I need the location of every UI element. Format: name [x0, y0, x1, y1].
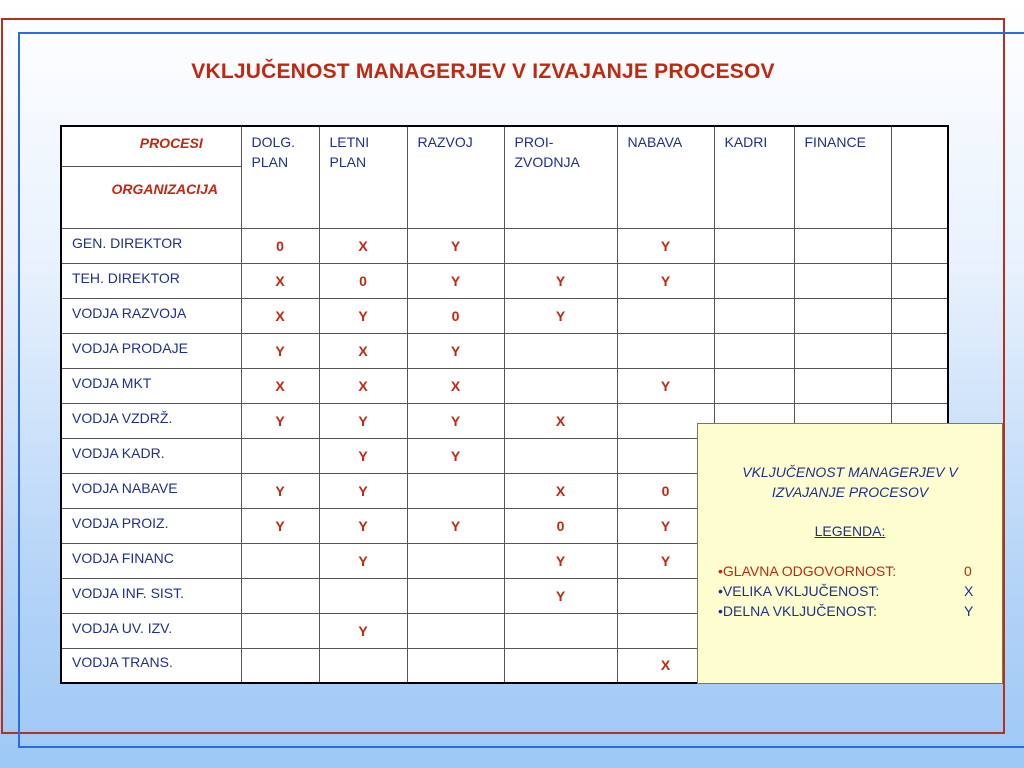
table-cell: Y	[241, 333, 319, 368]
column-header-line: PLAN	[251, 154, 289, 170]
legend-title-line1: VKLJUČENOST MANAGERJEV V	[742, 464, 958, 480]
table-row	[61, 228, 948, 263]
legend-list	[698, 561, 1002, 621]
table-cell: Y	[319, 298, 407, 333]
corner-organizacija: ORGANIZACIJA	[111, 181, 219, 197]
corner-cell	[61, 126, 241, 228]
header-row	[61, 126, 948, 228]
table-cell	[794, 228, 891, 263]
table-cell	[891, 298, 948, 333]
table-cell	[319, 648, 407, 683]
table-cell: X	[241, 263, 319, 298]
table-cell	[714, 333, 794, 368]
legend-box	[697, 423, 1003, 684]
table-cell	[504, 228, 617, 263]
column-header	[407, 126, 504, 228]
table-cell: 0	[504, 508, 617, 543]
table-cell	[407, 578, 504, 613]
table-cell	[504, 333, 617, 368]
column-header-line: DOLG.	[251, 134, 296, 150]
table-cell: Y	[617, 228, 714, 263]
table-cell	[504, 648, 617, 683]
table-cell: Y	[319, 403, 407, 438]
table-cell	[407, 543, 504, 578]
corner-procesi: PROCESI	[62, 127, 241, 167]
table-cell: Y	[319, 508, 407, 543]
row-label: VODJA TRANS.	[61, 648, 241, 683]
table-cell: X	[319, 368, 407, 403]
table-cell	[794, 368, 891, 403]
table-cell: 0	[617, 473, 714, 508]
legend-item-code: Y	[964, 603, 974, 619]
table-cell	[504, 368, 617, 403]
legend-title	[698, 462, 1002, 502]
column-header	[714, 126, 794, 228]
row-label: VODJA UV. IZV.	[61, 613, 241, 648]
table-cell	[714, 368, 794, 403]
table-cell: Y	[319, 438, 407, 473]
table-cell	[714, 228, 794, 263]
table-cell	[241, 613, 319, 648]
column-header-line: RAZVOJ	[417, 134, 473, 150]
column-header-line: NABAVA	[627, 134, 683, 150]
table-cell: Y	[407, 403, 504, 438]
column-header	[241, 126, 319, 228]
row-label: VODJA PRODAJE	[61, 333, 241, 368]
table-cell: Y	[617, 508, 714, 543]
table-cell: Y	[407, 228, 504, 263]
table-cell: Y	[617, 543, 714, 578]
table-cell: X	[504, 473, 617, 508]
table-cell: Y	[407, 263, 504, 298]
table-cell	[794, 333, 891, 368]
table-cell: Y	[504, 578, 617, 613]
table-cell: Y	[319, 473, 407, 508]
table-cell: X	[617, 648, 714, 683]
row-label: VODJA MKT	[61, 368, 241, 403]
table-cell: Y	[407, 333, 504, 368]
table-cell: Y	[504, 263, 617, 298]
table-cell	[241, 578, 319, 613]
column-header-line: PROI-	[514, 134, 554, 150]
table-row	[61, 263, 948, 298]
legend-title-line2: IZVAJANJE PROCESOV	[771, 484, 929, 500]
table-cell	[241, 438, 319, 473]
table-cell	[617, 333, 714, 368]
legend-item	[718, 581, 1002, 601]
table-cell: 0	[407, 298, 504, 333]
legend-item-code: 0	[964, 563, 972, 579]
table-cell: 0	[241, 228, 319, 263]
table-cell: Y	[241, 508, 319, 543]
row-label: VODJA KADR.	[61, 438, 241, 473]
table-cell: Y	[407, 508, 504, 543]
table-cell	[891, 263, 948, 298]
table-cell	[504, 613, 617, 648]
table-cell	[241, 543, 319, 578]
column-header-line: LETNI	[329, 134, 370, 150]
table-cell	[319, 578, 407, 613]
column-header	[617, 126, 714, 228]
table-cell: X	[504, 403, 617, 438]
table-cell: Y	[407, 438, 504, 473]
table-cell	[714, 263, 794, 298]
table-cell	[891, 228, 948, 263]
table-cell: Y	[319, 543, 407, 578]
table-cell	[891, 333, 948, 368]
table-cell: X	[241, 298, 319, 333]
row-label: GEN. DIREKTOR	[61, 228, 241, 263]
table-cell: X	[407, 368, 504, 403]
row-label: VODJA VZDRŽ.	[61, 403, 241, 438]
table-cell: X	[241, 368, 319, 403]
column-header-line: FINANCE	[804, 134, 866, 150]
legend-item-label: •DELNA VKLJUČENOST:	[718, 603, 877, 619]
table-cell	[794, 263, 891, 298]
table-row	[61, 298, 948, 333]
table-cell: X	[319, 228, 407, 263]
table-cell	[794, 298, 891, 333]
table-cell	[617, 298, 714, 333]
table-cell: 0	[319, 263, 407, 298]
table-cell: Y	[241, 403, 319, 438]
legend-item	[718, 601, 1002, 621]
column-header-line: PLAN	[329, 154, 367, 170]
table-cell	[407, 473, 504, 508]
table-cell: Y	[504, 543, 617, 578]
legend-item-label: •GLAVNA ODGOVORNOST:	[718, 563, 897, 579]
page-title: VKLJUČENOST MANAGERJEV V IZVAJANJE PROCESOV	[191, 60, 775, 83]
table-cell: Y	[617, 368, 714, 403]
column-header	[504, 126, 617, 228]
table-row	[61, 333, 948, 368]
table-cell: Y	[504, 298, 617, 333]
row-label: TEH. DIREKTOR	[61, 263, 241, 298]
table-cell	[891, 368, 948, 403]
row-label: VODJA INF. SIST.	[61, 578, 241, 613]
column-header-line: KADRI	[724, 134, 768, 150]
column-header	[891, 126, 948, 228]
table-cell	[504, 438, 617, 473]
legend-item-label: •VELIKA VKLJUČENOST:	[718, 583, 880, 599]
table-row	[61, 368, 948, 403]
row-label: VODJA NABAVE	[61, 473, 241, 508]
table-cell: Y	[241, 473, 319, 508]
table-cell: Y	[319, 613, 407, 648]
column-header	[794, 126, 891, 228]
table-cell	[241, 648, 319, 683]
table-cell: X	[319, 333, 407, 368]
column-header	[319, 126, 407, 228]
table-cell	[407, 613, 504, 648]
legend-item	[718, 561, 1002, 581]
row-label: VODJA PROIZ.	[61, 508, 241, 543]
table-cell	[407, 648, 504, 683]
table-cell	[714, 298, 794, 333]
legend-heading: LEGENDA:	[814, 523, 886, 539]
table-cell: Y	[617, 263, 714, 298]
row-label: VODJA RAZVOJA	[61, 298, 241, 333]
column-header-line: ZVODNJA	[514, 154, 580, 170]
row-label: VODJA FINANC	[61, 543, 241, 578]
legend-item-code: X	[964, 583, 974, 599]
